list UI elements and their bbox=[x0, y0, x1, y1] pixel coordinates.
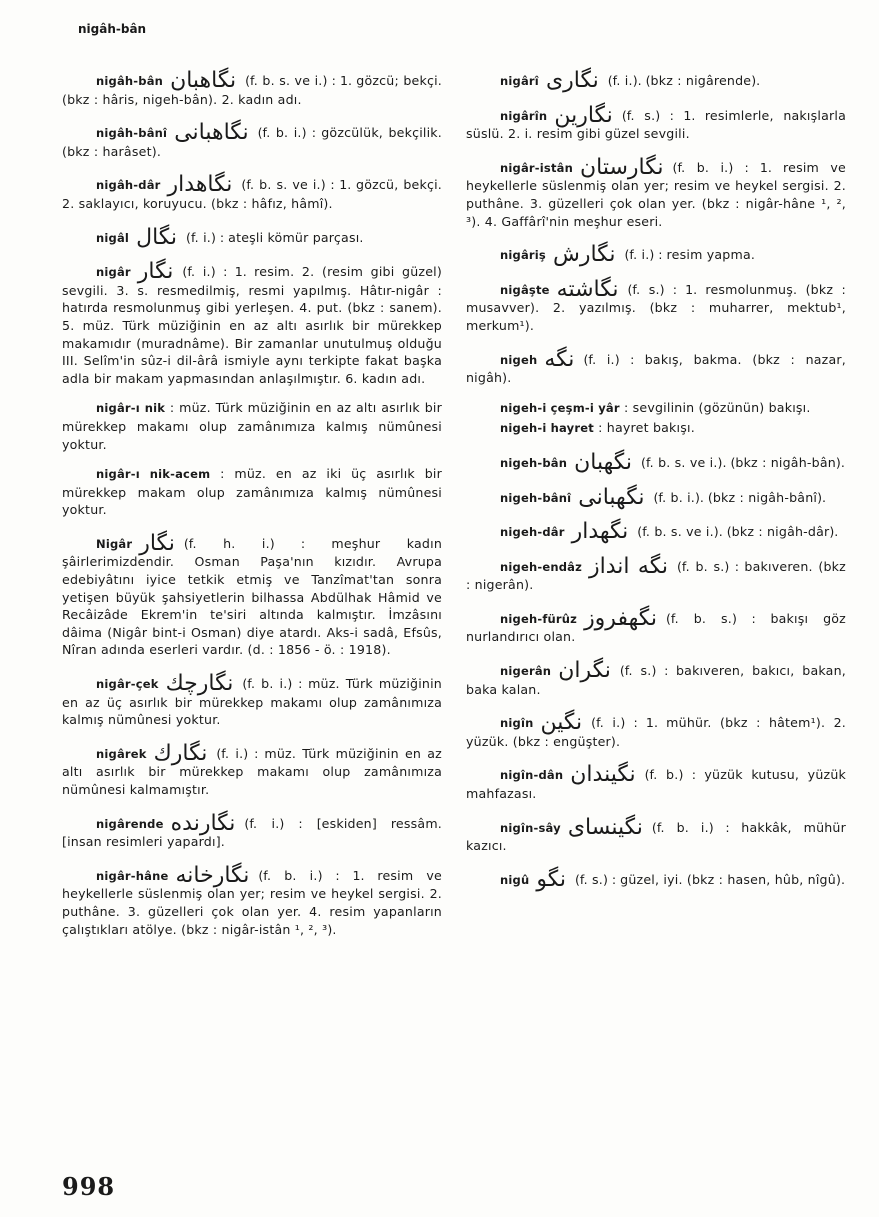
entry-lead bbox=[466, 820, 561, 835]
dictionary-entry bbox=[466, 519, 846, 545]
entry-lead bbox=[62, 230, 129, 245]
headword: nigâr bbox=[96, 265, 131, 280]
headword: nigârek bbox=[96, 746, 147, 761]
arabic-script: نگارستان bbox=[580, 154, 664, 180]
entry-lead bbox=[466, 352, 537, 367]
arabic-script: نگهبان bbox=[574, 449, 633, 475]
definition: (f. s.) : güzel, iyi. (bkz : hasen, hûb, nîgû). bbox=[575, 871, 846, 887]
entry-lead bbox=[466, 611, 577, 626]
entry-lead bbox=[62, 746, 147, 761]
entry-lead bbox=[62, 536, 132, 551]
headword: nigeh-dâr bbox=[500, 525, 565, 540]
entry-lead bbox=[62, 816, 164, 831]
arabic-script: نگاهدار bbox=[167, 172, 233, 198]
dictionary-entry bbox=[466, 347, 846, 387]
definition: : hayret bakışı. bbox=[598, 420, 695, 436]
arabic-script: نگینسای bbox=[567, 814, 643, 840]
entry-lead bbox=[466, 282, 550, 297]
definition: (f. i.) : müz. Türk müziğinin en az altı asırlık bir mürekkep makamı olup zamânımıza nümûnesi kalmamıştır. bbox=[62, 745, 442, 797]
entry-lead bbox=[62, 676, 159, 691]
entry-lead bbox=[62, 177, 161, 192]
entry-lead bbox=[466, 715, 534, 730]
arabic-script: نگارخانه bbox=[175, 862, 250, 888]
definition: (f. b. s. ve i.) : 1. gözcü, bekçi. 2. saklayıcı, koruyucu. (bkz : hâfız, hâmî). bbox=[62, 177, 442, 211]
definition: (f. i.). (bkz : nigârende). bbox=[607, 73, 761, 88]
dictionary-entry bbox=[62, 863, 442, 938]
entry-lead bbox=[62, 125, 167, 140]
dictionary-entry bbox=[466, 450, 846, 473]
headword: nigû bbox=[500, 872, 530, 887]
definition: (f. b. i.) : 1. resim ve heykellerle süslenmiş olan yer; resim ve heykel sergisi. 2. puthâne. 3. güzelleri çok olan yer. (bkz : nigâr-hâne ¹, ², ³). 4. Gaffârî'nin meşhur eseri. bbox=[466, 159, 846, 229]
arabic-script: نگو bbox=[536, 866, 566, 892]
headword: Nigâr bbox=[96, 536, 133, 551]
definition: : müz. Türk müziğinin en az altı asırlık bir mürekkep makamı olup zamânımıza kalmış nümûnesi yoktur. bbox=[62, 400, 442, 452]
dictionary-entry bbox=[62, 172, 442, 212]
definition: (f. b. i.) : gözcülük, bekçilik. (bkz : harâset). bbox=[62, 125, 442, 159]
headword: nigâh-bân bbox=[96, 74, 164, 88]
dictionary-entry bbox=[466, 606, 846, 646]
definition: (f. b. i.) : 1. resim ve heykellerle süslenmiş olan yer; resim ve heykel sergisi. 2. puthâne. 3. güzelleri çok olan yer. 4. resim yapanların çalıştıkları atölye. (bkz : nigâr-istân ¹, ², ³). bbox=[62, 867, 442, 937]
definition: (f. i.) : bakış, bakma. (bkz : nazar, nigâh). bbox=[466, 351, 846, 386]
entry-lead bbox=[466, 108, 547, 123]
headword: nigeh-fürûz bbox=[500, 611, 578, 626]
definition: (f. s.) : 1. resmolunmuş. (bkz : musavver). 2. yazılmış. (bkz : muharrer, mektub¹, merkum¹). bbox=[466, 281, 846, 333]
dictionary-entry bbox=[62, 68, 442, 108]
left-column bbox=[62, 68, 442, 950]
headword: nigeh-i çeşm-i yâr bbox=[500, 400, 620, 415]
headword: nigâr-ı nik bbox=[96, 401, 166, 416]
entry-lead bbox=[62, 400, 165, 415]
definition: (f. i.) : [eskiden] ressâm. [insan resimleri yapardı]. bbox=[62, 815, 442, 850]
arabic-script: نگارش bbox=[552, 242, 616, 268]
definition: (f. b. s. ve i.). (bkz : nigâh-dâr). bbox=[637, 524, 839, 540]
definition: (f. s.) : bakıveren, bakıcı, bakan, baka kalan. bbox=[466, 663, 846, 697]
dictionary-entry bbox=[466, 710, 846, 750]
definition: (f. h. i.) : meşhur kadın şâirlerimizdendir. Osman Paşa'nın kızıdır. Avrupa edebiyâtını iyice tetkik etmiş ve Tanzîmat'tan sonra yetişen büyük şahsiyetlerin bilhassa Abdülhak Hâmid ve Recâizâde Ekrem'in te'siri altında kalmıştır. İmzâsını dâima (Nigâr bint-i Osman) diye atardı. Aks-i sadâ, Efsûs, Nîran adında eserleri vardır. (d. : 1856 - ö. : 1918). bbox=[62, 535, 442, 658]
dictionary-entry bbox=[62, 399, 442, 453]
headword: nigârende bbox=[96, 816, 164, 831]
entry-lead bbox=[466, 247, 546, 262]
definition: (f. i.) : ateşli kömür parçası. bbox=[186, 229, 364, 245]
arabic-script: نگاهبان bbox=[170, 68, 237, 93]
definition: (f. b. s.) : bakışı göz nurlandırıcı olan. bbox=[466, 610, 846, 645]
arabic-script: نگار bbox=[139, 530, 175, 556]
headword: nigâriş bbox=[500, 248, 546, 263]
dictionary-entry bbox=[466, 554, 846, 594]
dictionary-entry bbox=[62, 259, 442, 387]
headword: nigâr-hâne bbox=[96, 868, 169, 883]
headword: nigeh-endâz bbox=[500, 559, 582, 574]
dictionary-entry bbox=[466, 815, 846, 855]
right-column bbox=[466, 68, 846, 901]
definition: (f. b. s. ve i.). (bkz : nigâh-bân). bbox=[641, 454, 845, 470]
definition: (f. b. s.) : bakıveren. (bkz : nigerân). bbox=[466, 558, 846, 593]
definition: (f. b. i.). (bkz : nigâh-bânî). bbox=[653, 489, 827, 505]
dictionary-entry bbox=[62, 465, 442, 519]
arabic-script: نگران bbox=[558, 658, 611, 684]
entry-lead bbox=[466, 872, 529, 887]
dictionary-entry bbox=[62, 531, 442, 659]
arabic-script: نگهدار bbox=[571, 519, 629, 545]
definition: (f. i.) : resim yapma. bbox=[624, 247, 756, 263]
headword: nigîn-dân bbox=[500, 768, 564, 783]
definition: (f. s.) : 1. resimlerle, nakışlarla süslü. 2. i. resim gibi güzel sevgili. bbox=[466, 107, 846, 142]
arabic-script: نگه انداز bbox=[589, 553, 668, 579]
headword: nigeh-bânî bbox=[500, 490, 572, 505]
arabic-script: نگارنده bbox=[170, 810, 236, 836]
dictionary-entry bbox=[62, 811, 442, 851]
entry-lead bbox=[466, 490, 571, 505]
entry-lead bbox=[466, 524, 565, 539]
headword: nigeh-i hayret bbox=[500, 421, 594, 436]
headword: nigârîn bbox=[500, 108, 548, 123]
arabic-script: نگارك bbox=[153, 740, 208, 766]
dictionary-entry bbox=[62, 671, 442, 729]
headword: nigâr-istân bbox=[500, 160, 573, 175]
arabic-script: نگاری bbox=[545, 68, 599, 93]
dictionary-entry bbox=[466, 103, 846, 143]
dictionary-entry bbox=[62, 120, 442, 160]
arabic-script: نگه bbox=[544, 346, 575, 372]
entry-lead bbox=[466, 73, 539, 88]
dictionary-entry bbox=[466, 242, 846, 268]
definition: (f. b. i.) : hakkâk, mühür kazıcı. bbox=[466, 819, 846, 854]
entry-lead bbox=[466, 420, 594, 435]
arabic-script: نگار bbox=[137, 259, 174, 285]
entry-lead bbox=[62, 264, 131, 279]
arabic-script: نگهبانی bbox=[578, 484, 645, 510]
arabic-script: نگین bbox=[540, 710, 583, 736]
running-head: nigâh-bân bbox=[78, 22, 147, 36]
definition: (f. b. i.) : müz. Türk müziğinin en az üç asırlık bir mürekkep makamı olup zamânımıza kalmış nümûnesi yoktur. bbox=[62, 676, 442, 728]
definition: : müz. en az iki üç asırlık bir mürekkep makam olup zamânımıza kalmış nümûnesi yoktur. bbox=[62, 466, 442, 518]
entry-lead bbox=[466, 663, 551, 678]
definition: : sevgilinin (gözünün) bakışı. bbox=[623, 399, 811, 415]
dictionary-entry bbox=[62, 225, 442, 248]
dictionary-entry bbox=[62, 741, 442, 799]
dictionary-entry bbox=[466, 867, 846, 890]
entry-lead bbox=[62, 73, 163, 88]
dictionary-entry bbox=[466, 485, 846, 508]
headword: nigâh-bânî bbox=[96, 126, 168, 141]
entry-lead bbox=[466, 160, 573, 175]
arabic-script: نگاهبانی bbox=[174, 120, 249, 146]
arabic-script: نگاشته bbox=[556, 276, 619, 302]
entry-lead bbox=[62, 868, 169, 883]
headword: nigâr-ı nik-acem bbox=[96, 467, 211, 482]
entry-lead bbox=[466, 455, 567, 470]
headword: nigârî bbox=[500, 74, 539, 88]
page-number: 998 bbox=[62, 1172, 116, 1201]
headword: nigâr-çek bbox=[96, 677, 159, 692]
headword: nigâh-dâr bbox=[96, 178, 161, 193]
dictionary-entry bbox=[466, 68, 846, 91]
arabic-script: نگارچك bbox=[165, 671, 234, 697]
headword: nigeh-bân bbox=[500, 455, 568, 470]
arabic-script: نگهفروز bbox=[584, 605, 657, 631]
headword: nigâl bbox=[96, 230, 130, 245]
headword: nigâşte bbox=[500, 282, 550, 297]
dictionary-entry bbox=[466, 155, 846, 230]
definition: (f. i.) : 1. mühür. (bkz : hâtem¹). 2. yüzük. (bkz : engüşter). bbox=[466, 715, 846, 749]
entry-lead bbox=[466, 767, 563, 782]
definition: (f. i.) : 1. resim. 2. (resim gibi güzel) sevgili. 3. s. resmedilmiş, resmi yapılmış. Hâtır-nigâr : hatırda resmolunmuş gibi yerleşen. 4. put. (bkz : sanem). 5. müz. Türk müziğinin en az altı asırlık bir mürekkep makamıdır (muradnâme). Bir zamanlar unutulmuş olduğu III. Selîm'in sûz-i dil-ârâ ismiyle aynı terkipte fakat başka adla bir makam yapmasından anlaşılmıştır. 6. kadın adı. bbox=[62, 264, 442, 386]
definition: (f. b.) : yüzük kutusu, yüzük mahfazası. bbox=[466, 767, 846, 802]
dictionary-entry bbox=[466, 762, 846, 802]
dictionary-entry bbox=[466, 277, 846, 335]
headword: nigerân bbox=[500, 664, 552, 679]
dictionary-entry bbox=[466, 419, 846, 438]
definition: (f. b. s. ve i.) : 1. gözcü; bekçi. (bkz : hâris, nigeh-bân). 2. kadın adı. bbox=[62, 73, 442, 107]
headword: nigeh bbox=[500, 352, 538, 367]
arabic-script: نگال bbox=[136, 224, 178, 250]
dictionary-entry bbox=[466, 399, 846, 418]
entry-lead bbox=[466, 559, 582, 574]
arabic-script: نگارین bbox=[554, 102, 613, 128]
entry-lead bbox=[62, 466, 210, 481]
entry-lead bbox=[466, 400, 620, 415]
headword: nigîn-sây bbox=[500, 820, 561, 835]
dictionary-entry bbox=[466, 658, 846, 698]
arabic-script: نگیندان bbox=[570, 762, 636, 788]
headword: nigîn bbox=[500, 716, 534, 731]
